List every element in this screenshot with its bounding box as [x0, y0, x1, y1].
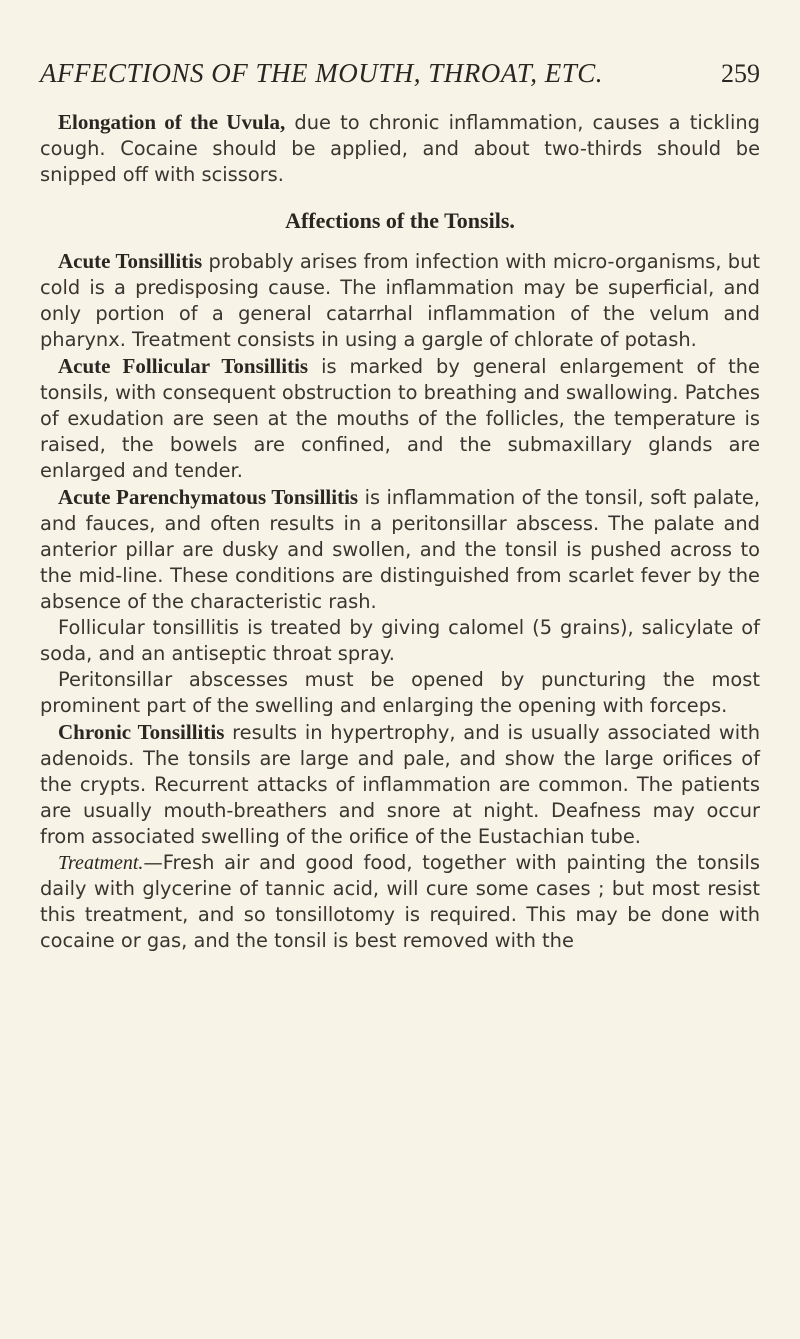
page-number: 259	[721, 59, 760, 88]
paragraph-text: Follicular tonsillitis is treated by giving calomel (5 grains), salicylate of soda, and an antiseptic throat spray.	[40, 616, 760, 665]
lead-term: Elongation of the Uvula,	[58, 110, 286, 134]
paragraph-text: probably arises from infection with micro-organisms, but cold is a predisposing cause. The inflammation may be superficial, and only portion of a general catarrhal inflammation of the velum and pharynx. Treatment consists in using a gargle of chlorate of potash.	[40, 250, 760, 351]
running-header	[40, 58, 760, 89]
page-body	[40, 109, 760, 954]
paragraph-acute-tonsillitis	[40, 248, 760, 353]
paragraph-text: is inflammation of the tonsil, soft palate, and fauces, and often results in a peritonsillar abscess. The palate and anterior pillar are dusky and swollen, and the tonsil is pushed across to the mid-line. These conditions are distinguished from scarlet fever by the absence of the characteristic rash.	[40, 486, 760, 613]
paragraph-text: results in hypertrophy, and is usually associated with adenoids. The tonsils are large and pale, and show the large orifices of the crypts. Recurrent attacks of inflammation are common. The patients are usually mouth-breathers and snore at night. Deafness may occur from associated swelling of the orifice of the Eustachian tube.	[40, 721, 760, 848]
lead-term: Acute Parenchymatous Tonsillitis	[58, 485, 359, 509]
paragraph-peritonsillar-abscess	[40, 667, 760, 719]
paragraph-follicular-treatment	[40, 615, 760, 667]
lead-term: Chronic Tonsillitis	[58, 720, 225, 744]
paragraph-text: —Fresh air and good food, together with painting the tonsils daily with glycerine of tannic acid, will cure some cases ; but most resist this treatment, and so tonsillotomy is required. This may be done with cocaine or gas, and the tonsil is best removed with the	[40, 851, 760, 952]
section-heading: Affections of the Tonsils.	[285, 208, 515, 233]
paragraph-treatment	[40, 850, 760, 954]
paragraph-chronic-tonsillitis	[40, 719, 760, 850]
lead-term-italic: Treatment.	[58, 852, 144, 874]
running-title: AFFECTIONS OF THE MOUTH, THROAT, ETC.	[40, 58, 604, 88]
lead-term: Acute Follicular Tonsillitis	[58, 354, 309, 378]
paragraph-acute-parenchymatous-tonsillitis	[40, 484, 760, 615]
paragraph-acute-follicular-tonsillitis	[40, 353, 760, 484]
paragraph-text: Peritonsillar abscesses must be opened by puncturing the most prominent part of the swelling and enlarging the opening with forceps.	[40, 668, 760, 717]
paragraph-uvula	[40, 109, 760, 188]
paragraph-text: due to chronic inflammation, causes a tickling cough. Cocaine should be applied, and about two-thirds should be snipped off with scissors.	[40, 111, 760, 186]
paragraph-text: is marked by general enlargement of the tonsils, with consequent obstruction to breathing and swallowing. Patches of exudation are seen at the mouths of the follicles, the temperature is raised, the bowels are confined, and the submaxillary glands are enlarged and tender.	[40, 355, 760, 482]
lead-term: Acute Tonsillitis	[58, 249, 203, 273]
